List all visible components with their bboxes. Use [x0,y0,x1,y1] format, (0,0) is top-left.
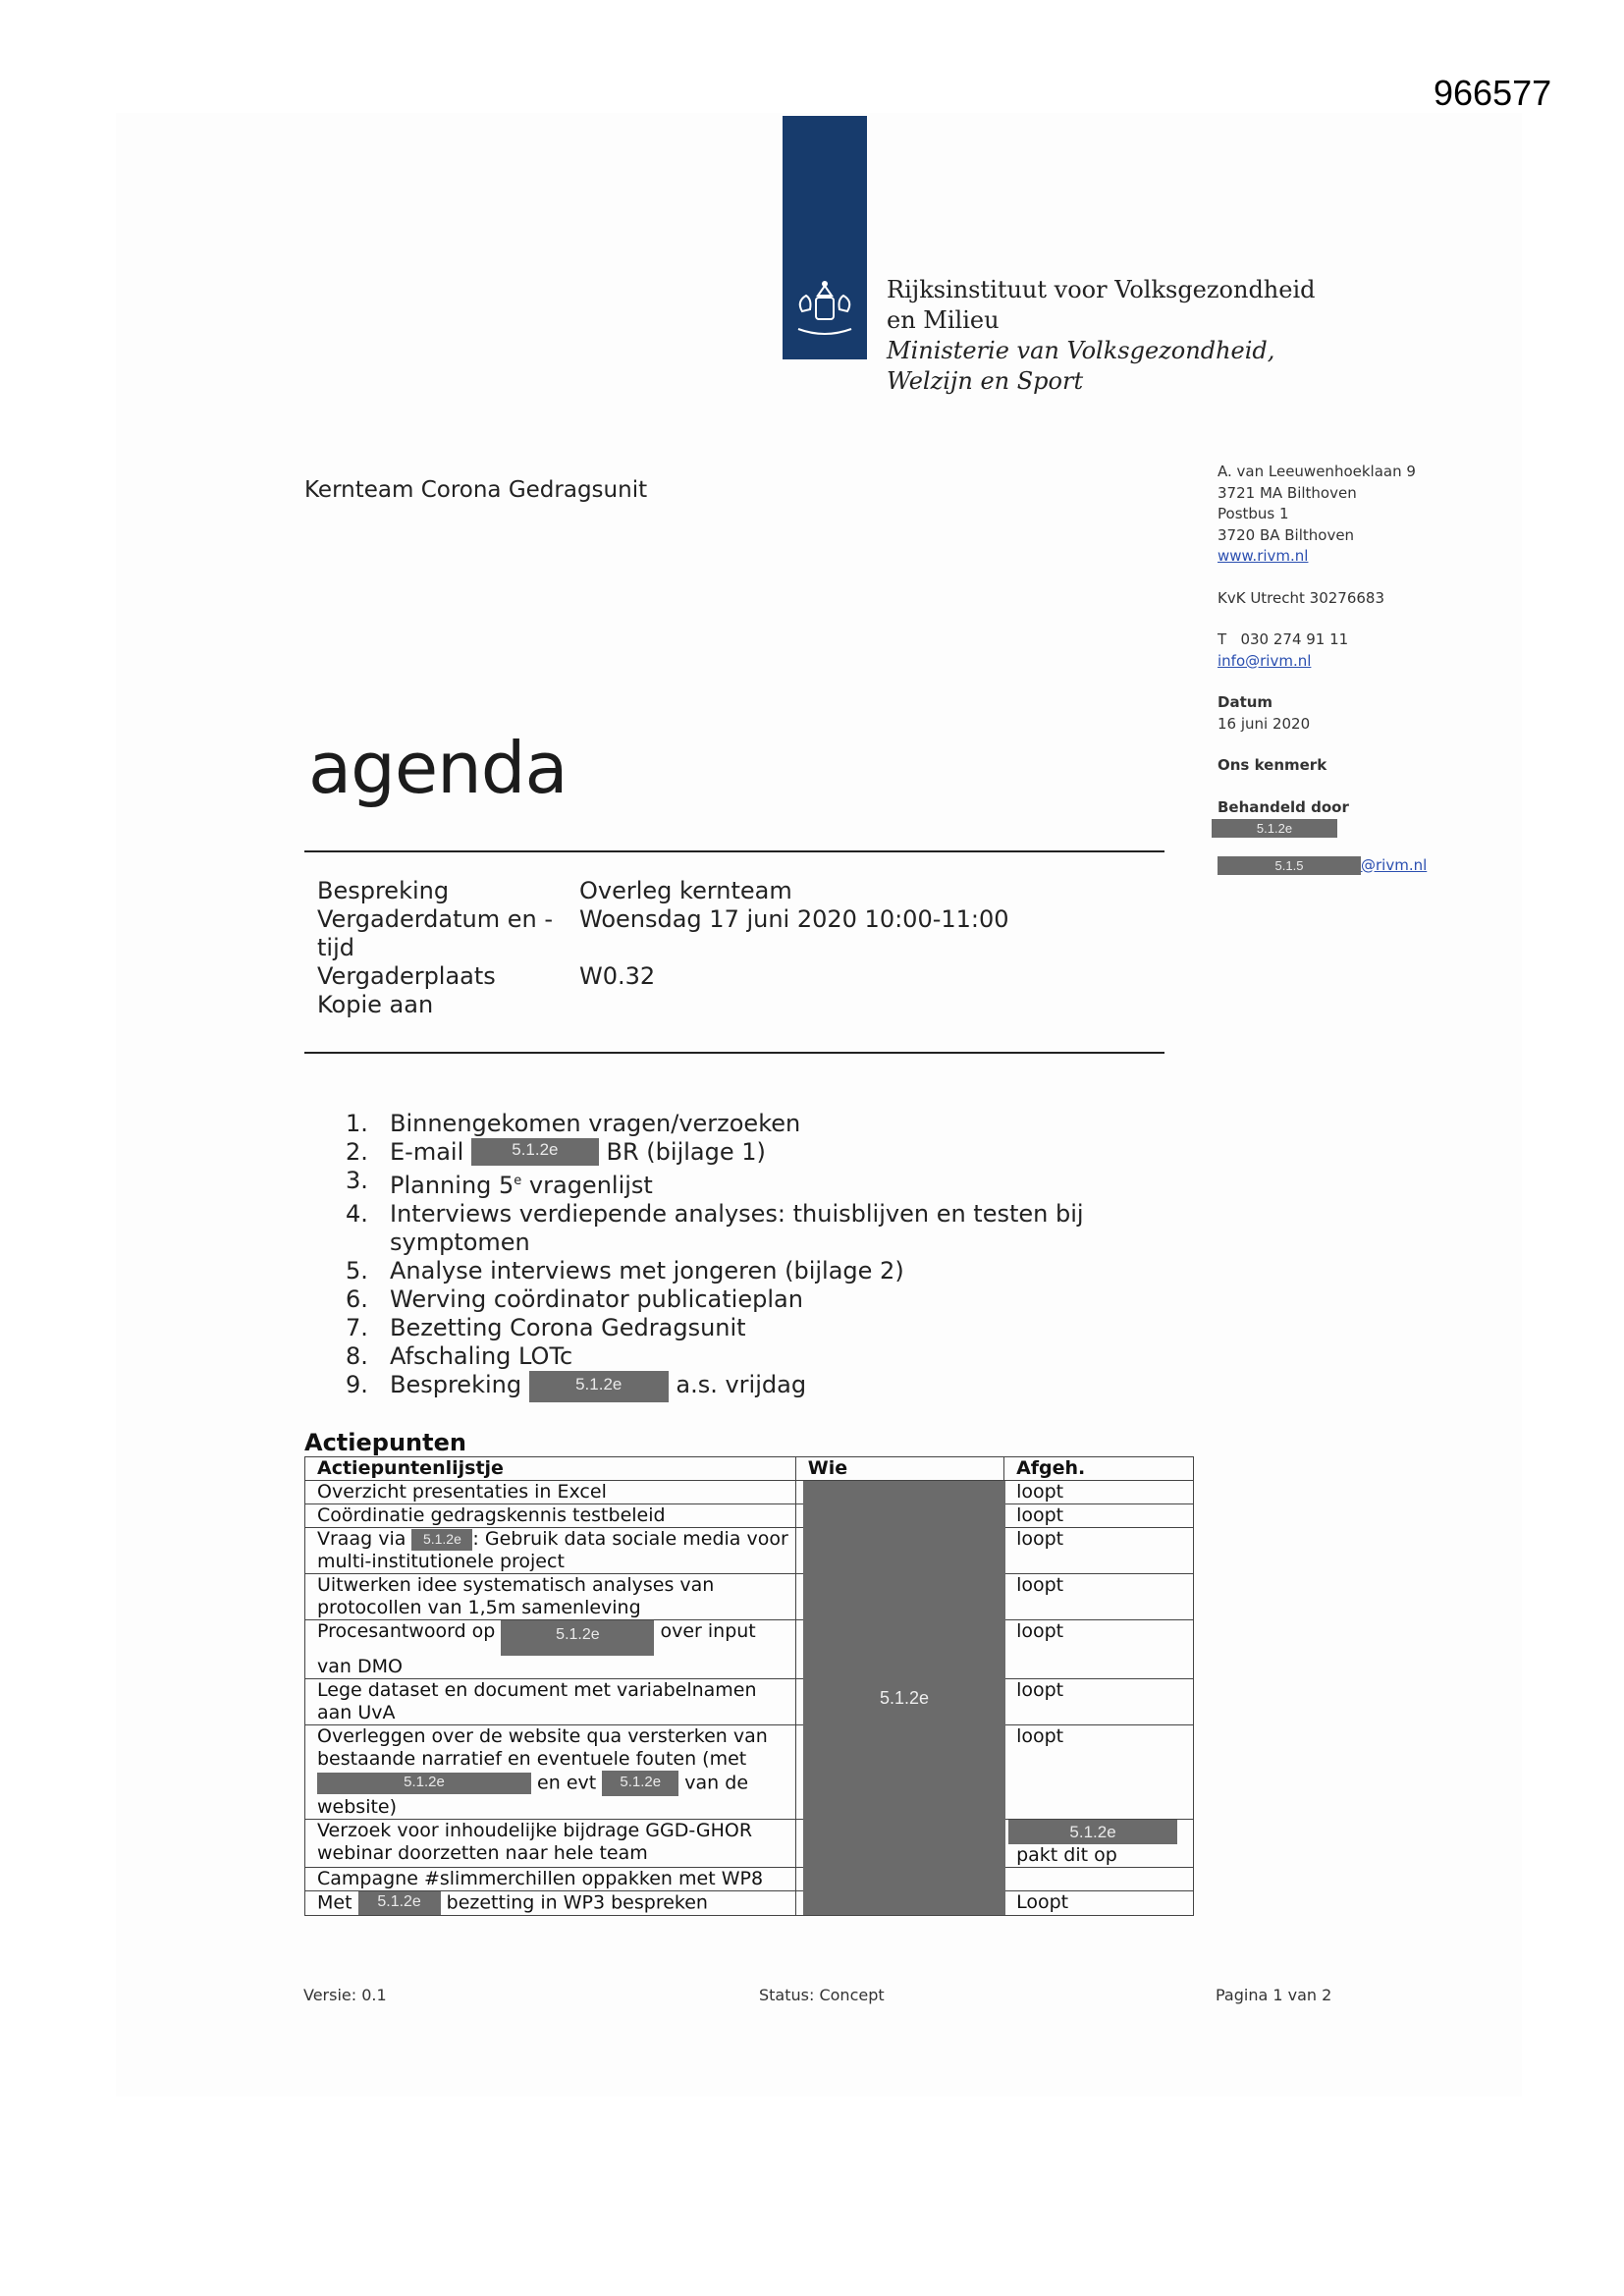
table-row: Coördinatie gedragskennis testbeleid loopt [305,1504,1194,1528]
redaction-block: 5.1.2e [602,1771,678,1796]
list-item: 6. Werving coördinator publicatieplan [346,1285,803,1313]
table-row: Overzicht presentaties in Excel loopt [305,1481,1194,1504]
bespreking-label: Bespreking [317,877,450,904]
list-item: 4. Interviews verdiepende analyses: thuisblijven en testen bij symptomen [346,1200,1084,1256]
list-item: 3. Planning 5e vragenlijst [346,1167,653,1199]
behandeld-label: Behandeld door [1218,797,1349,816]
list-item: 9. Bespreking 5.1.2e a.s. vrijdag [346,1371,1156,1402]
bespreking-value: Overleg kernteam [579,877,792,904]
list-item: 8. Afschaling LOTc [346,1342,573,1370]
column-header: Wie [795,1457,1003,1481]
table-row: Vraag via 5.1.2e : Gebruik data sociale media voor multi-institutionele project loopt [305,1528,1194,1574]
crest-icon [788,278,861,339]
kvk-number: KvK Utrecht 30276683 [1218,588,1384,607]
redaction-block: 5.1.2e [411,1529,472,1551]
footer-page: Pagina 1 van 2 [1216,1986,1332,2004]
plaats-value: W0.32 [579,962,656,990]
list-item: 7. Bezetting Corona Gedragsunit [346,1314,746,1341]
column-header: Afgeh. [1004,1457,1194,1481]
list-item: 2. E-mail 5.1.2e BR (bijlage 1) [346,1138,766,1166]
table-header-row [305,1457,1194,1481]
redaction-block: 5.1.2e [529,1371,669,1402]
org-line-1: Rijksinstituut voor Volksgezondheid [887,276,1316,303]
table-row: Uitwerken idee systematisch analyses van protocollen van 1,5m samenleving loopt [305,1574,1194,1620]
org-line-4: Welzijn en Sport [887,367,1084,395]
column-header: Actiepuntenlijstje [305,1457,796,1481]
footer-status: Status: Concept [759,1986,885,2004]
organization-name [887,275,1316,397]
footer-version: Versie: 0.1 [303,1986,387,2004]
list-item: 5. Analyse interviews met jongeren (bijlage 2) [346,1257,904,1285]
phone-number: T 030 274 91 11 [1218,630,1349,648]
table-row: Campagne #slimmerchillen oppakken met WP8 [305,1868,1194,1891]
redaction-block: 5.1.2e [501,1620,654,1656]
actiepunten-table [304,1456,1194,1916]
table-row: Overleggen over de website qua versterken van bestaande narratief en eventuele fouten (met 5.1.2e en evt 5.1.2e van de website) loopt [305,1725,1194,1820]
address-line: Postbus 1 [1218,505,1289,522]
datum-label: Datum [1218,693,1273,711]
redaction-block: 5.1.2e [471,1138,599,1166]
email-suffix[interactable]: @rivm.nl [1361,855,1428,874]
table-row: Procesantwoord op 5.1.2e over input van DMO loopt [305,1620,1194,1679]
divider-bottom [304,1052,1164,1054]
table-row: Lege dataset en document met variabelnamen aan UvA loopt [305,1679,1194,1725]
redaction-block: 5.1.2e [1008,1820,1177,1844]
redaction-block: 5.1.2e [358,1891,441,1915]
datum-value: Woensdag 17 juni 2020 10:00-11:00 [579,905,1009,933]
redaction-block: 5.1.5 [1218,856,1361,875]
document-title: agenda [308,727,568,809]
actiepunten-title: Actiepunten [304,1429,466,1456]
redaction-block: 5.1.2e [803,1481,1005,1915]
org-line-2: en Milieu [887,306,1000,334]
website-link[interactable]: www.rivm.nl [1218,547,1309,565]
address-line: 3720 BA Bilthoven [1218,525,1355,544]
kenmerk-label: Ons kenmerk [1218,756,1327,774]
datum-value: 16 juni 2020 [1218,714,1311,733]
redaction-block: 5.1.2e [1212,819,1337,838]
org-line-3: Ministerie van Volksgezondheid, [887,337,1275,364]
agenda-list [346,1110,1156,1402]
redaction-block: 5.1.2e [317,1773,531,1794]
email-link[interactable]: info@rivm.nl [1218,651,1312,670]
address-line: 3721 MA Bilthoven [1218,483,1357,502]
document-number: 966577 [1434,73,1552,113]
kopie-label: Kopie aan [317,991,434,1018]
table-row: Met 5.1.2e bezetting in WP3 bespreken Loopt [305,1891,1194,1916]
plaats-label: Vergaderplaats [317,962,496,990]
list-item: 1. Binnengekomen vragen/verzoeken [346,1110,801,1137]
meeting-info [317,877,1009,1019]
datum-label: Vergaderdatum en - [317,905,553,933]
sidebar-contact [1218,462,1463,876]
divider-top [304,850,1164,852]
table-row: Verzoek voor inhoudelijke bijdrage GGD-GHOR webinar doorzetten naar hele team 5.1.2e pakt dit op [305,1820,1194,1868]
datum-label-cont: tijd [317,934,354,961]
address-line: A. van Leeuwenhoeklaan 9 [1218,463,1416,480]
unit-name: Kernteam Corona Gedragsunit [304,477,648,503]
